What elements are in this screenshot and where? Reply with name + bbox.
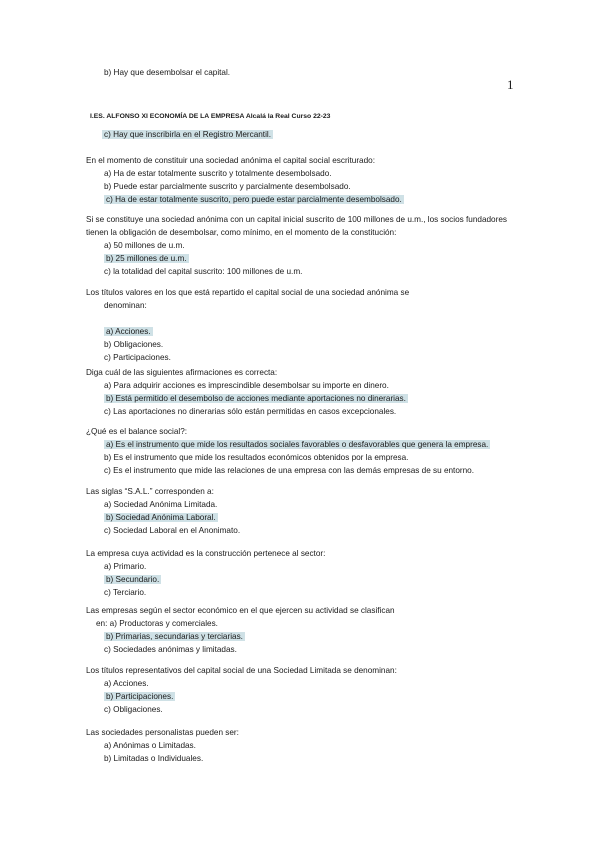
question-stem: En el momento de constituir una sociedad anónima el capital social escriturado: bbox=[86, 156, 375, 165]
option-text: a) Para adquirir acciones es imprescindible desembolsar su importe en dinero. bbox=[104, 381, 389, 390]
question-stem: ¿Qué es el balance social?: bbox=[86, 427, 188, 436]
option-text: c) Participaciones. bbox=[104, 353, 171, 362]
option-text: c) Sociedad Laboral en el Anonimato. bbox=[104, 526, 241, 535]
answer-option bbox=[86, 643, 395, 656]
answer-option bbox=[86, 703, 397, 716]
page-number: 1 bbox=[507, 77, 514, 92]
answer-option bbox=[86, 265, 507, 278]
question-block bbox=[86, 664, 397, 716]
answer-highlight: b) 25 millones de u.m. bbox=[106, 254, 187, 263]
option-text: b) Obligaciones. bbox=[104, 340, 164, 349]
previous-option-c bbox=[102, 128, 273, 141]
question-block bbox=[86, 213, 507, 278]
option-text: a) Anónimas o Limitadas. bbox=[104, 741, 196, 750]
answer-option bbox=[86, 392, 408, 405]
question-stem-continued: tienen la obligación de desembolsar, como mínimo, en el momento de la constitución: bbox=[86, 228, 397, 237]
option-text: a) Sociedad Anónima Limitada. bbox=[104, 500, 218, 509]
option-text: en: a) Productoras y comerciales. bbox=[96, 619, 218, 628]
question-block bbox=[86, 485, 240, 537]
answer-option bbox=[86, 338, 409, 351]
question-stem: Si se constituye una sociedad anónima con un capital inicial suscrito de 100 millones de u.m., los socios fundadores bbox=[86, 215, 507, 224]
answer-option bbox=[86, 351, 409, 364]
answer-highlight: b) Sociedad Anónima Laboral. bbox=[106, 513, 216, 522]
question-stem: Los títulos representativos del capital social de una Sociedad Limitada se denominan: bbox=[86, 666, 397, 675]
option-text: b) Es el instrumento que mide los resultados económicos obtenidos por la empresa. bbox=[104, 453, 409, 462]
question-block bbox=[86, 286, 409, 364]
answer-option bbox=[86, 690, 397, 703]
answer-highlight: b) Participaciones. bbox=[106, 692, 174, 701]
question-block bbox=[86, 726, 239, 765]
answer-option bbox=[86, 524, 240, 537]
answer-option bbox=[86, 739, 239, 752]
option-text: a) 50 millones de u.m. bbox=[104, 241, 185, 250]
page-header: I.ES. ALFONSO XI ECONOMÍA DE LA EMPRESA Alcalá la Real Curso 22-23 bbox=[90, 113, 331, 120]
option-text: c) Sociedades anónimas y limitadas. bbox=[104, 645, 237, 654]
question-block bbox=[86, 366, 408, 418]
answer-option bbox=[86, 451, 490, 464]
option-text: a) Acciones. bbox=[104, 679, 149, 688]
answer-highlight: a) Acciones. bbox=[106, 327, 151, 336]
answer-option bbox=[86, 617, 395, 630]
question-stem: Diga cuál de las siguientes afirmaciones es correcta: bbox=[86, 368, 278, 377]
answer-highlight: b) Secundario. bbox=[106, 575, 160, 584]
previous-option-b: b) Hay que desembolsar el capital. bbox=[104, 68, 231, 77]
question-stem: Las siglas “S.A.L.” corresponden a: bbox=[86, 487, 214, 496]
option-text: b) Limitadas o Individuales. bbox=[104, 754, 204, 763]
option-text: c) Terciario. bbox=[104, 588, 147, 597]
answer-option bbox=[86, 573, 325, 586]
option-text: c) Es el instrumento que mide las relaciones de una empresa con las demás empresas de su entorno. bbox=[104, 466, 474, 475]
answer-option bbox=[86, 511, 240, 524]
answer-option bbox=[86, 630, 395, 643]
option-text: c) Las aportaciones no dinerarias sólo están permitidas en casos excepcionales. bbox=[104, 407, 397, 416]
answer-option bbox=[86, 498, 240, 511]
option-text: a) Ha de estar totalmente suscrito y totalmente desembolsado. bbox=[104, 169, 332, 178]
option-text: c) Obligaciones. bbox=[104, 705, 163, 714]
answer-highlight: c) Hay que inscribirla en el Registro Mercantil. bbox=[104, 130, 271, 139]
answer-highlight: c) Ha de estar totalmente suscrito, pero puede estar parcialmente desembolsado. bbox=[106, 195, 402, 204]
answer-option bbox=[86, 464, 490, 477]
question-stem-continued: denominan: bbox=[104, 301, 147, 310]
answer-option bbox=[86, 438, 490, 451]
answer-option bbox=[86, 193, 404, 206]
option-text: c) la totalidad del capital suscrito: 100 millones de u.m. bbox=[104, 267, 303, 276]
question-block bbox=[86, 547, 325, 599]
question-block bbox=[86, 604, 395, 656]
option-text: a) Primario. bbox=[104, 562, 147, 571]
answer-option bbox=[86, 586, 325, 599]
answer-option bbox=[86, 379, 408, 392]
question-stem: La empresa cuya actividad es la construcción pertenece al sector: bbox=[86, 549, 326, 558]
answer-option bbox=[86, 325, 409, 338]
question-block bbox=[86, 425, 490, 477]
answer-option bbox=[86, 405, 408, 418]
answer-highlight: a) Es el instrumento que mide los resultados sociales favorables o desfavorables que genera la empresa. bbox=[106, 440, 489, 449]
answer-option bbox=[86, 239, 507, 252]
blank-line bbox=[86, 312, 409, 325]
question-stem: Las sociedades personalistas pueden ser: bbox=[86, 728, 239, 737]
answer-option bbox=[86, 677, 397, 690]
question-stem: Las empresas según el sector económico en el que ejercen su actividad se clasifican bbox=[86, 606, 395, 615]
answer-option bbox=[86, 252, 507, 265]
answer-option bbox=[86, 180, 404, 193]
answer-option bbox=[86, 167, 404, 180]
answer-option bbox=[86, 560, 325, 573]
option-text: b) Puede estar parcialmente suscrito y parcialmente desembolsado. bbox=[104, 182, 351, 191]
question-block bbox=[86, 154, 404, 206]
answer-highlight: b) Está permitido el desembolso de acciones mediante aportaciones no dinerarias. bbox=[106, 394, 406, 403]
answer-option bbox=[86, 752, 239, 765]
answer-highlight: b) Primarias, secundarias y terciarias. bbox=[106, 632, 243, 641]
question-stem: Los títulos valores en los que está repartido el capital social de una sociedad anónima se bbox=[86, 288, 410, 297]
